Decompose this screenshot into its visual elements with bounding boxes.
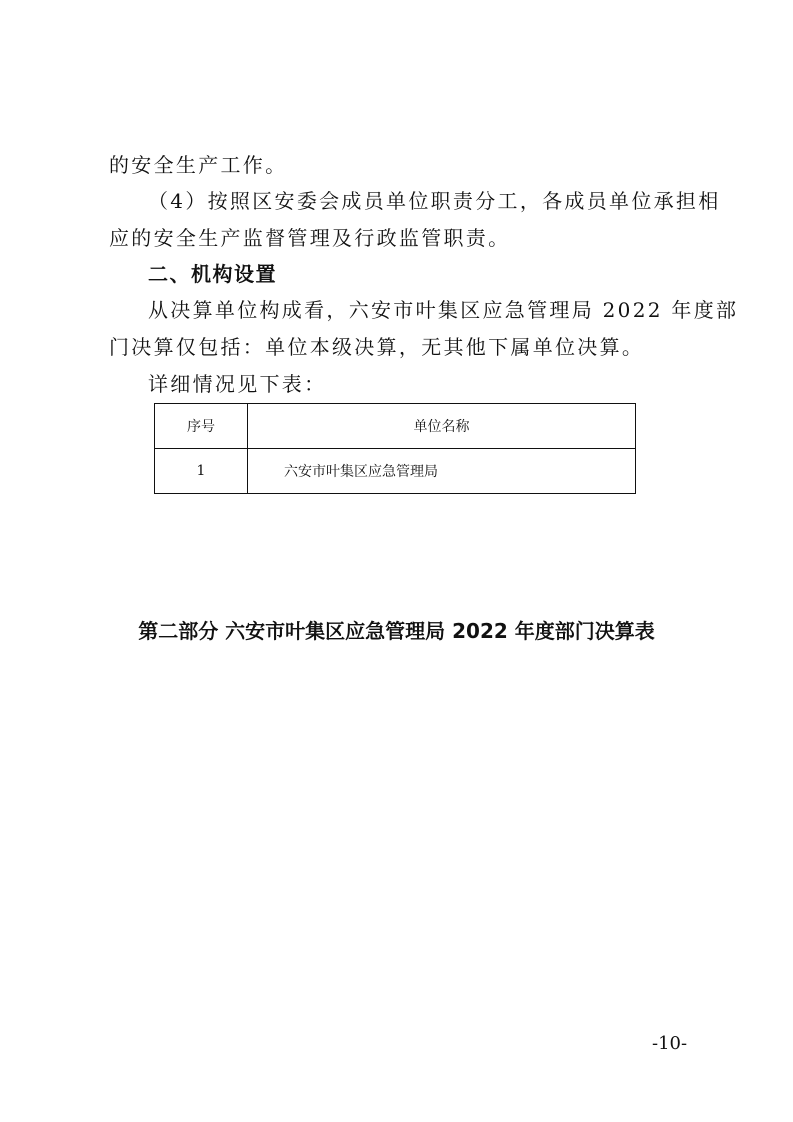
cell-unit-name: 六安市叶集区应急管理局 [248, 449, 636, 494]
table-row [155, 449, 636, 494]
column-header-unit-name: 单位名称 [248, 404, 636, 449]
paragraph-line: 应的安全生产监督管理及行政监管职责。 [109, 226, 511, 250]
section-heading: 二、机构设置 [148, 262, 277, 286]
paragraph-line: 从决算单位构成看，六安市叶集区应急管理局 2022 年度部 [148, 298, 739, 322]
column-header-index: 序号 [155, 404, 248, 449]
paragraph-line: （4）按照区安委会成员单位职责分工，各成员单位承担相 [148, 189, 721, 213]
unit-table [154, 403, 636, 494]
part-title: 第二部分 六安市叶集区应急管理局 2022 年度部门决算表 [138, 619, 655, 643]
paragraph-line: 详细情况见下表： [148, 372, 327, 396]
cell-index: 1 [155, 449, 248, 494]
paragraph-line: 的安全生产工作。 [109, 153, 288, 177]
paragraph-line: 门决算仅包括：单位本级决算，无其他下属单位决算。 [109, 335, 645, 359]
page-number: -10- [652, 1033, 688, 1054]
table-header-row [155, 404, 636, 449]
